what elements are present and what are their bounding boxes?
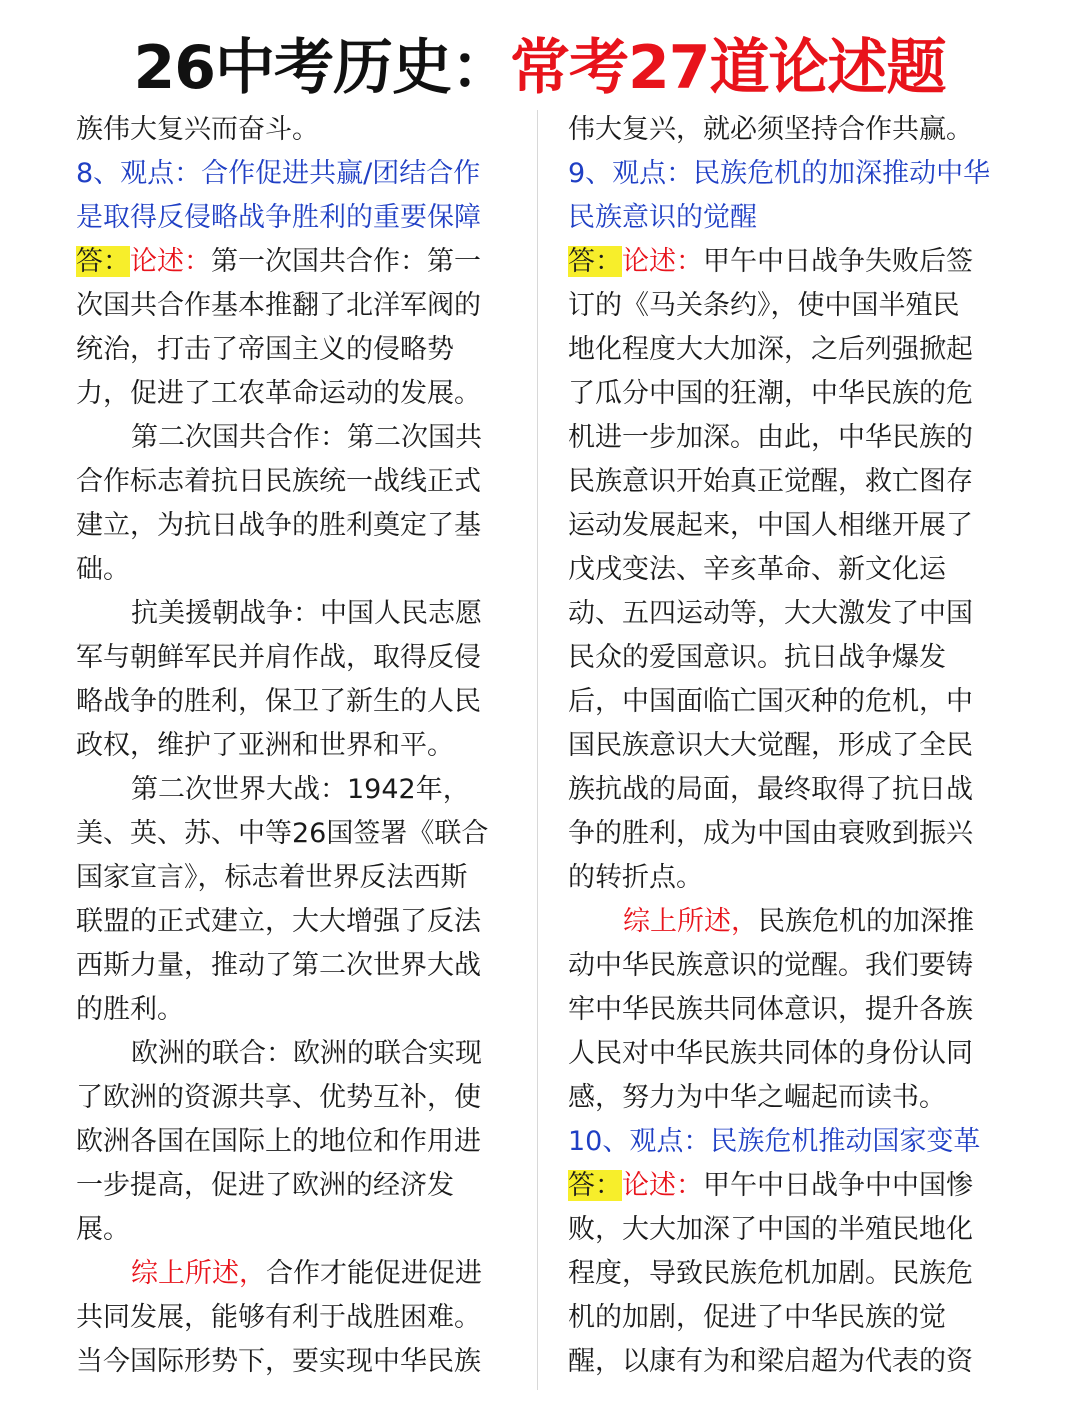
- text-line: 感，努力为中华之崛起而读书。: [568, 1082, 946, 1113]
- text-line: 机进一步加深。由此，中华民族的: [568, 422, 973, 453]
- text-line: 的胜利。: [76, 994, 184, 1025]
- question-9-heading-cont: 民族意识的觉醒: [568, 202, 757, 233]
- text-line: 建立，为抗日战争的胜利奠定了基: [76, 510, 481, 541]
- text-line: 欧洲的联合：欧洲的联合实现: [131, 1038, 482, 1069]
- question-8-heading-cont: 是取得反侵略战争胜利的重要保障: [76, 202, 481, 233]
- answer-10-first-line: [568, 1164, 1008, 1208]
- text-line: 国民族意识大大觉醒，形成了全民: [568, 730, 973, 761]
- text-line: 败，大大加深了中国的半殖民地化: [568, 1214, 973, 1245]
- text-line: 伟大复兴，就必须坚持合作共赢。: [568, 114, 973, 145]
- text-line: 次国共合作基本推翻了北洋军阀的: [76, 290, 481, 321]
- text-line: 美、英、苏、中等26国签署《联合: [76, 818, 489, 849]
- question-10-heading: 10、观点：民族危机推动国家变革: [568, 1126, 981, 1157]
- text-line: 了欧洲的资源共享、优势互补，使: [76, 1082, 481, 1113]
- text-span: 甲午中日战争中中国惨: [703, 1170, 973, 1201]
- text-span: 民族危机的加深推: [758, 906, 974, 937]
- text-line: 地化程度大大加深，之后列强掀起: [568, 334, 973, 365]
- text-line: 抗美援朝战争：中国人民志愿: [131, 598, 482, 629]
- answer-label: 答：: [568, 246, 622, 277]
- question-9-heading: 9、观点：民族危机的加深推动中华: [568, 158, 991, 189]
- text-line: 订的《马关条约》，使中国半殖民: [568, 290, 960, 321]
- text-span: 第一次国共合作：第一: [211, 246, 481, 277]
- answer-label: 答：: [76, 246, 130, 277]
- text-line: 争的胜利，成为中国由衰败到振兴: [568, 818, 973, 849]
- page-title: [0, 28, 1079, 108]
- text-line: 机的加剧，促进了中华民族的觉: [568, 1302, 946, 1333]
- title-prefix: 26中考历史：: [133, 33, 510, 103]
- text-line: 动中华民族意识的觉醒。我们要铸: [568, 950, 973, 981]
- text-line: 程度，导致民族危机加剧。民族危: [568, 1258, 973, 1289]
- text-line: 政权，维护了亚洲和世界和平。: [76, 730, 454, 761]
- text-line: 动、五四运动等，大大激发了中国: [568, 598, 973, 629]
- text-span: 甲午中日战争失败后签: [703, 246, 973, 277]
- text-line: 牢中华民族共同体意识，提升各族: [568, 994, 973, 1025]
- text-line: 第二次国共合作：第二次国共: [131, 422, 482, 453]
- right-column: [568, 108, 1008, 1384]
- summary-label: 综上所述，: [131, 1258, 266, 1289]
- text-line: 族伟大复兴而奋斗。: [76, 114, 319, 145]
- text-line: 族抗战的局面，最终取得了抗日战: [568, 774, 973, 805]
- summary-label: 综上所述，: [623, 906, 758, 937]
- text-line: 力，促进了工农革命运动的发展。: [76, 378, 481, 409]
- title-highlight: 常考27道论述题: [510, 33, 946, 103]
- text-line: 共同发展，能够有利于战胜困难。: [76, 1302, 481, 1333]
- summary-line: [568, 900, 1008, 944]
- text-line: 戊戌变法、辛亥革命、新文化运: [568, 554, 946, 585]
- text-line: 础。: [76, 554, 130, 585]
- left-column: [76, 108, 496, 1384]
- text-line: 国家宣言》，标志着世界反法西斯: [76, 862, 468, 893]
- answer-8-first-line: [76, 240, 496, 284]
- lunshu-label: 论述：: [622, 1170, 703, 1201]
- text-line: 略战争的胜利，保卫了新生的人民: [76, 686, 481, 717]
- text-line: 醒，以康有为和梁启超为代表的资: [568, 1346, 973, 1377]
- question-8-heading: 8、观点：合作促进共赢/团结合作: [76, 158, 481, 189]
- text-line: 人民对中华民族共同体的身份认同: [568, 1038, 973, 1069]
- text-line: 民族意识开始真正觉醒，救亡图存: [568, 466, 973, 497]
- text-line: 军与朝鲜军民并肩作战，取得反侵: [76, 642, 481, 673]
- text-line: 欧洲各国在国际上的地位和作用进: [76, 1126, 481, 1157]
- text-line: 的转折点。: [568, 862, 703, 893]
- text-line: 西斯力量，推动了第二次世界大战: [76, 950, 481, 981]
- text-line: 民众的爱国意识。抗日战争爆发: [568, 642, 946, 673]
- text-span: 合作才能促进促进: [266, 1258, 482, 1289]
- answer-label: 答：: [568, 1170, 622, 1201]
- column-divider: [537, 110, 538, 1390]
- text-line: 合作标志着抗日民族统一战线正式: [76, 466, 481, 497]
- text-line: 联盟的正式建立，大大增强了反法: [76, 906, 481, 937]
- answer-9-first-line: [568, 240, 1008, 284]
- lunshu-label: 论述：: [622, 246, 703, 277]
- summary-line: [76, 1252, 496, 1296]
- lunshu-label: 论述：: [130, 246, 211, 277]
- text-line: 当今国际形势下，要实现中华民族: [76, 1346, 481, 1377]
- text-line: 后，中国面临亡国灭种的危机，中: [568, 686, 973, 717]
- text-line: 统治，打击了帝国主义的侵略势: [76, 334, 454, 365]
- text-line: 展。: [76, 1214, 130, 1245]
- text-line: 第二次世界大战：1942年，: [131, 774, 470, 805]
- text-line: 了瓜分中国的狂潮，中华民族的危: [568, 378, 973, 409]
- text-line: 一步提高，促进了欧洲的经济发: [76, 1170, 454, 1201]
- text-line: 运动发展起来，中国人相继开展了: [568, 510, 973, 541]
